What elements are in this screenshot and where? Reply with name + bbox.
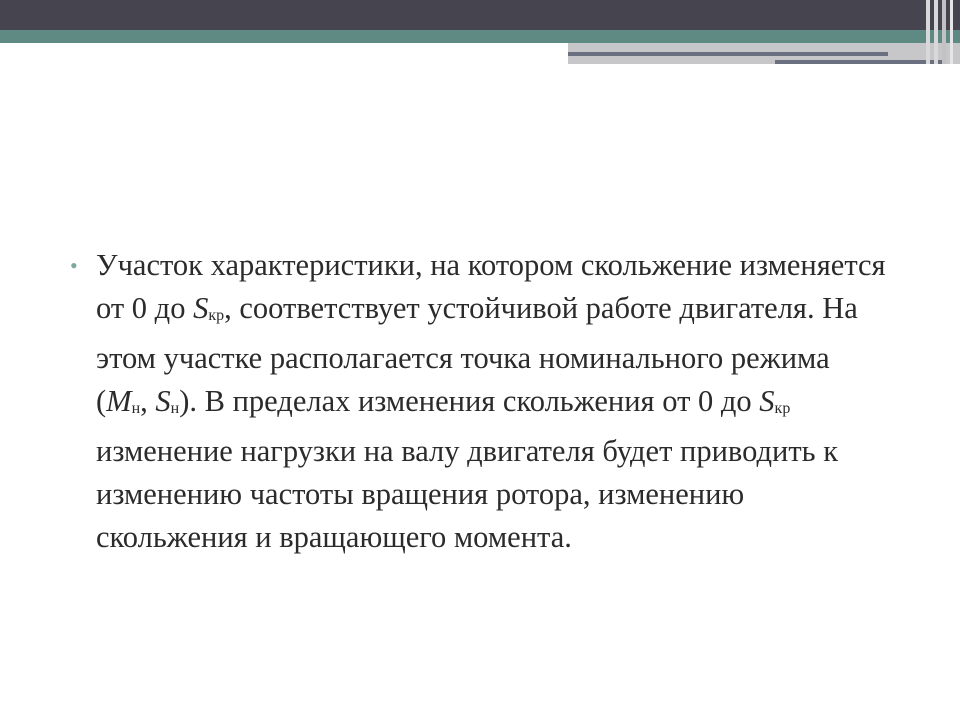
header-edge-stripe (950, 0, 953, 64)
variable-s-n: S (155, 383, 171, 418)
header-dark-band (0, 0, 960, 30)
paragraph-text: изменение нагрузки на валу двигателя будет приводить к изменению частоты вращения ротора, изменению скольжения и вращающего момента. (96, 434, 839, 554)
header-edge-stripe (926, 0, 930, 64)
paragraph-text: , (140, 383, 156, 418)
paragraph-text: ). В пределах изменения скольжения от 0 до (179, 383, 760, 418)
header-edge-stripe (934, 0, 938, 64)
variable-s-kr: S (759, 383, 775, 418)
subscript-kr: кр (774, 399, 791, 417)
bullet-item (70, 244, 890, 558)
header-edge-stripe (942, 0, 946, 64)
variable-m-n: M (106, 383, 132, 418)
paragraph-text: , соответствует устойчивой работе двигателя. На этом участке располагается точка номинального режима ( (96, 290, 858, 418)
slide-body (70, 244, 890, 558)
header-slate-line-short (775, 60, 943, 64)
subscript-kr: кр (208, 306, 225, 324)
subscript-n: н (131, 399, 141, 417)
bullet-paragraph (96, 244, 886, 558)
header-slate-line (568, 52, 888, 56)
variable-s-kr: S (193, 290, 209, 325)
subscript-n: н (170, 399, 180, 417)
bullet-icon: • (70, 253, 78, 278)
header-teal-band (0, 30, 960, 43)
paragraph-text: Участок характеристики, на котором скольжение изменяется от 0 до (96, 248, 886, 325)
